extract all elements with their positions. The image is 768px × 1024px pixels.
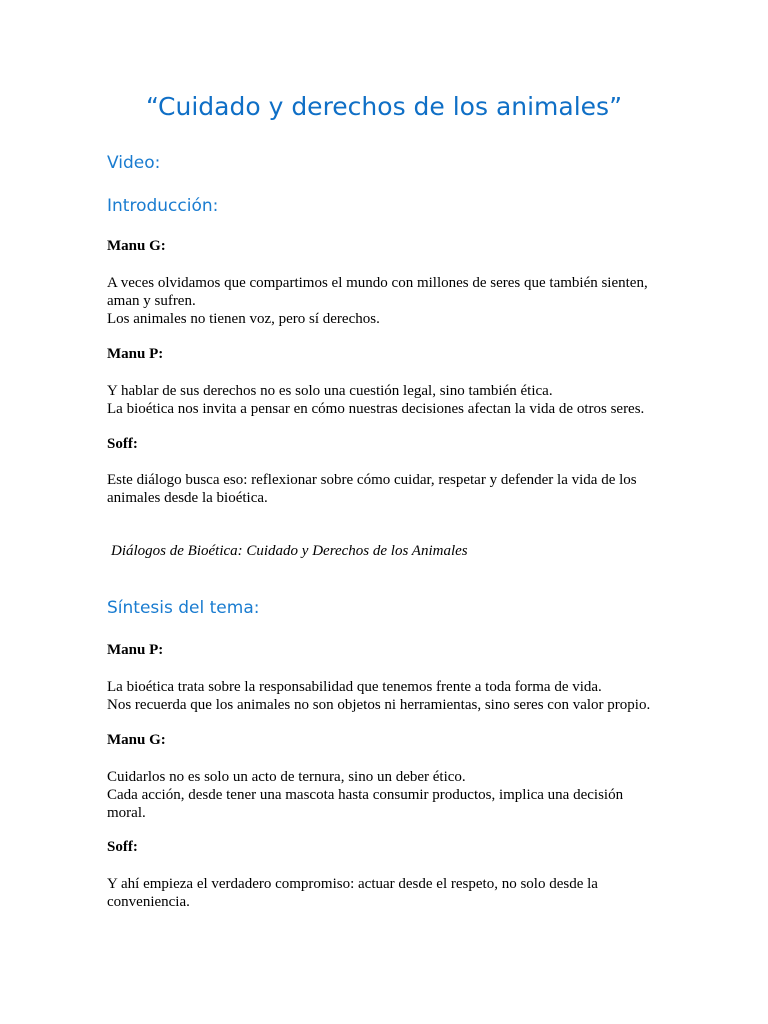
dialogue-line: Cuidarlos no es solo un acto de ternura, sino un deber ético. <box>107 769 466 785</box>
speaker-label: Soff: <box>107 839 138 855</box>
dialogue-paragraph <box>107 471 667 507</box>
dialogue-line: conveniencia. <box>107 894 190 910</box>
dialogue-paragraph <box>107 768 667 822</box>
dialogue-line: A veces olvidamos que compartimos el mundo con millones de seres que también sienten, <box>107 275 648 291</box>
dialogue-paragraph <box>107 382 667 418</box>
document-title: “Cuidado y derechos de los animales” <box>145 92 623 121</box>
speaker-label: Manu G: <box>107 238 166 254</box>
intro-heading: Introducción: <box>107 196 219 216</box>
dialogue-line: Este diálogo busca eso: reflexionar sobre cómo cuidar, respetar y defender la vida de los <box>107 472 637 488</box>
italic-caption: Diálogos de Bioética: Cuidado y Derechos de los Animales <box>111 543 468 559</box>
dialogue-line: Los animales no tienen voz, pero sí derechos. <box>107 311 380 327</box>
speaker-label: Soff: <box>107 436 138 452</box>
dialogue-paragraph <box>107 875 667 911</box>
video-heading: Video: <box>107 153 161 173</box>
dialogue-line: animales desde la bioética. <box>107 490 268 506</box>
synthesis-heading: Síntesis del tema: <box>107 598 260 618</box>
speaker-label: Manu P: <box>107 346 164 362</box>
dialogue-line: La bioética trata sobre la responsabilidad que tenemos frente a toda forma de vida. <box>107 679 602 695</box>
dialogue-line: Y hablar de sus derechos no es solo una cuestión legal, sino también ética. <box>107 383 553 399</box>
dialogue-line: Cada acción, desde tener una mascota hasta consumir productos, implica una decisión <box>107 787 624 803</box>
dialogue-line: moral. <box>107 805 146 821</box>
dialogue-paragraph <box>107 274 667 328</box>
speaker-label: Manu G: <box>107 732 166 748</box>
dialogue-line: aman y sufren. <box>107 293 196 309</box>
dialogue-paragraph <box>107 678 667 714</box>
dialogue-line: Nos recuerda que los animales no son objetos ni herramientas, sino seres con valor propio. <box>107 697 651 713</box>
speaker-label: Manu P: <box>107 642 164 658</box>
dialogue-line: La bioética nos invita a pensar en cómo nuestras decisiones afectan la vida de otros seres. <box>107 401 645 417</box>
dialogue-line: Y ahí empieza el verdadero compromiso: actuar desde el respeto, no solo desde la <box>107 876 598 892</box>
